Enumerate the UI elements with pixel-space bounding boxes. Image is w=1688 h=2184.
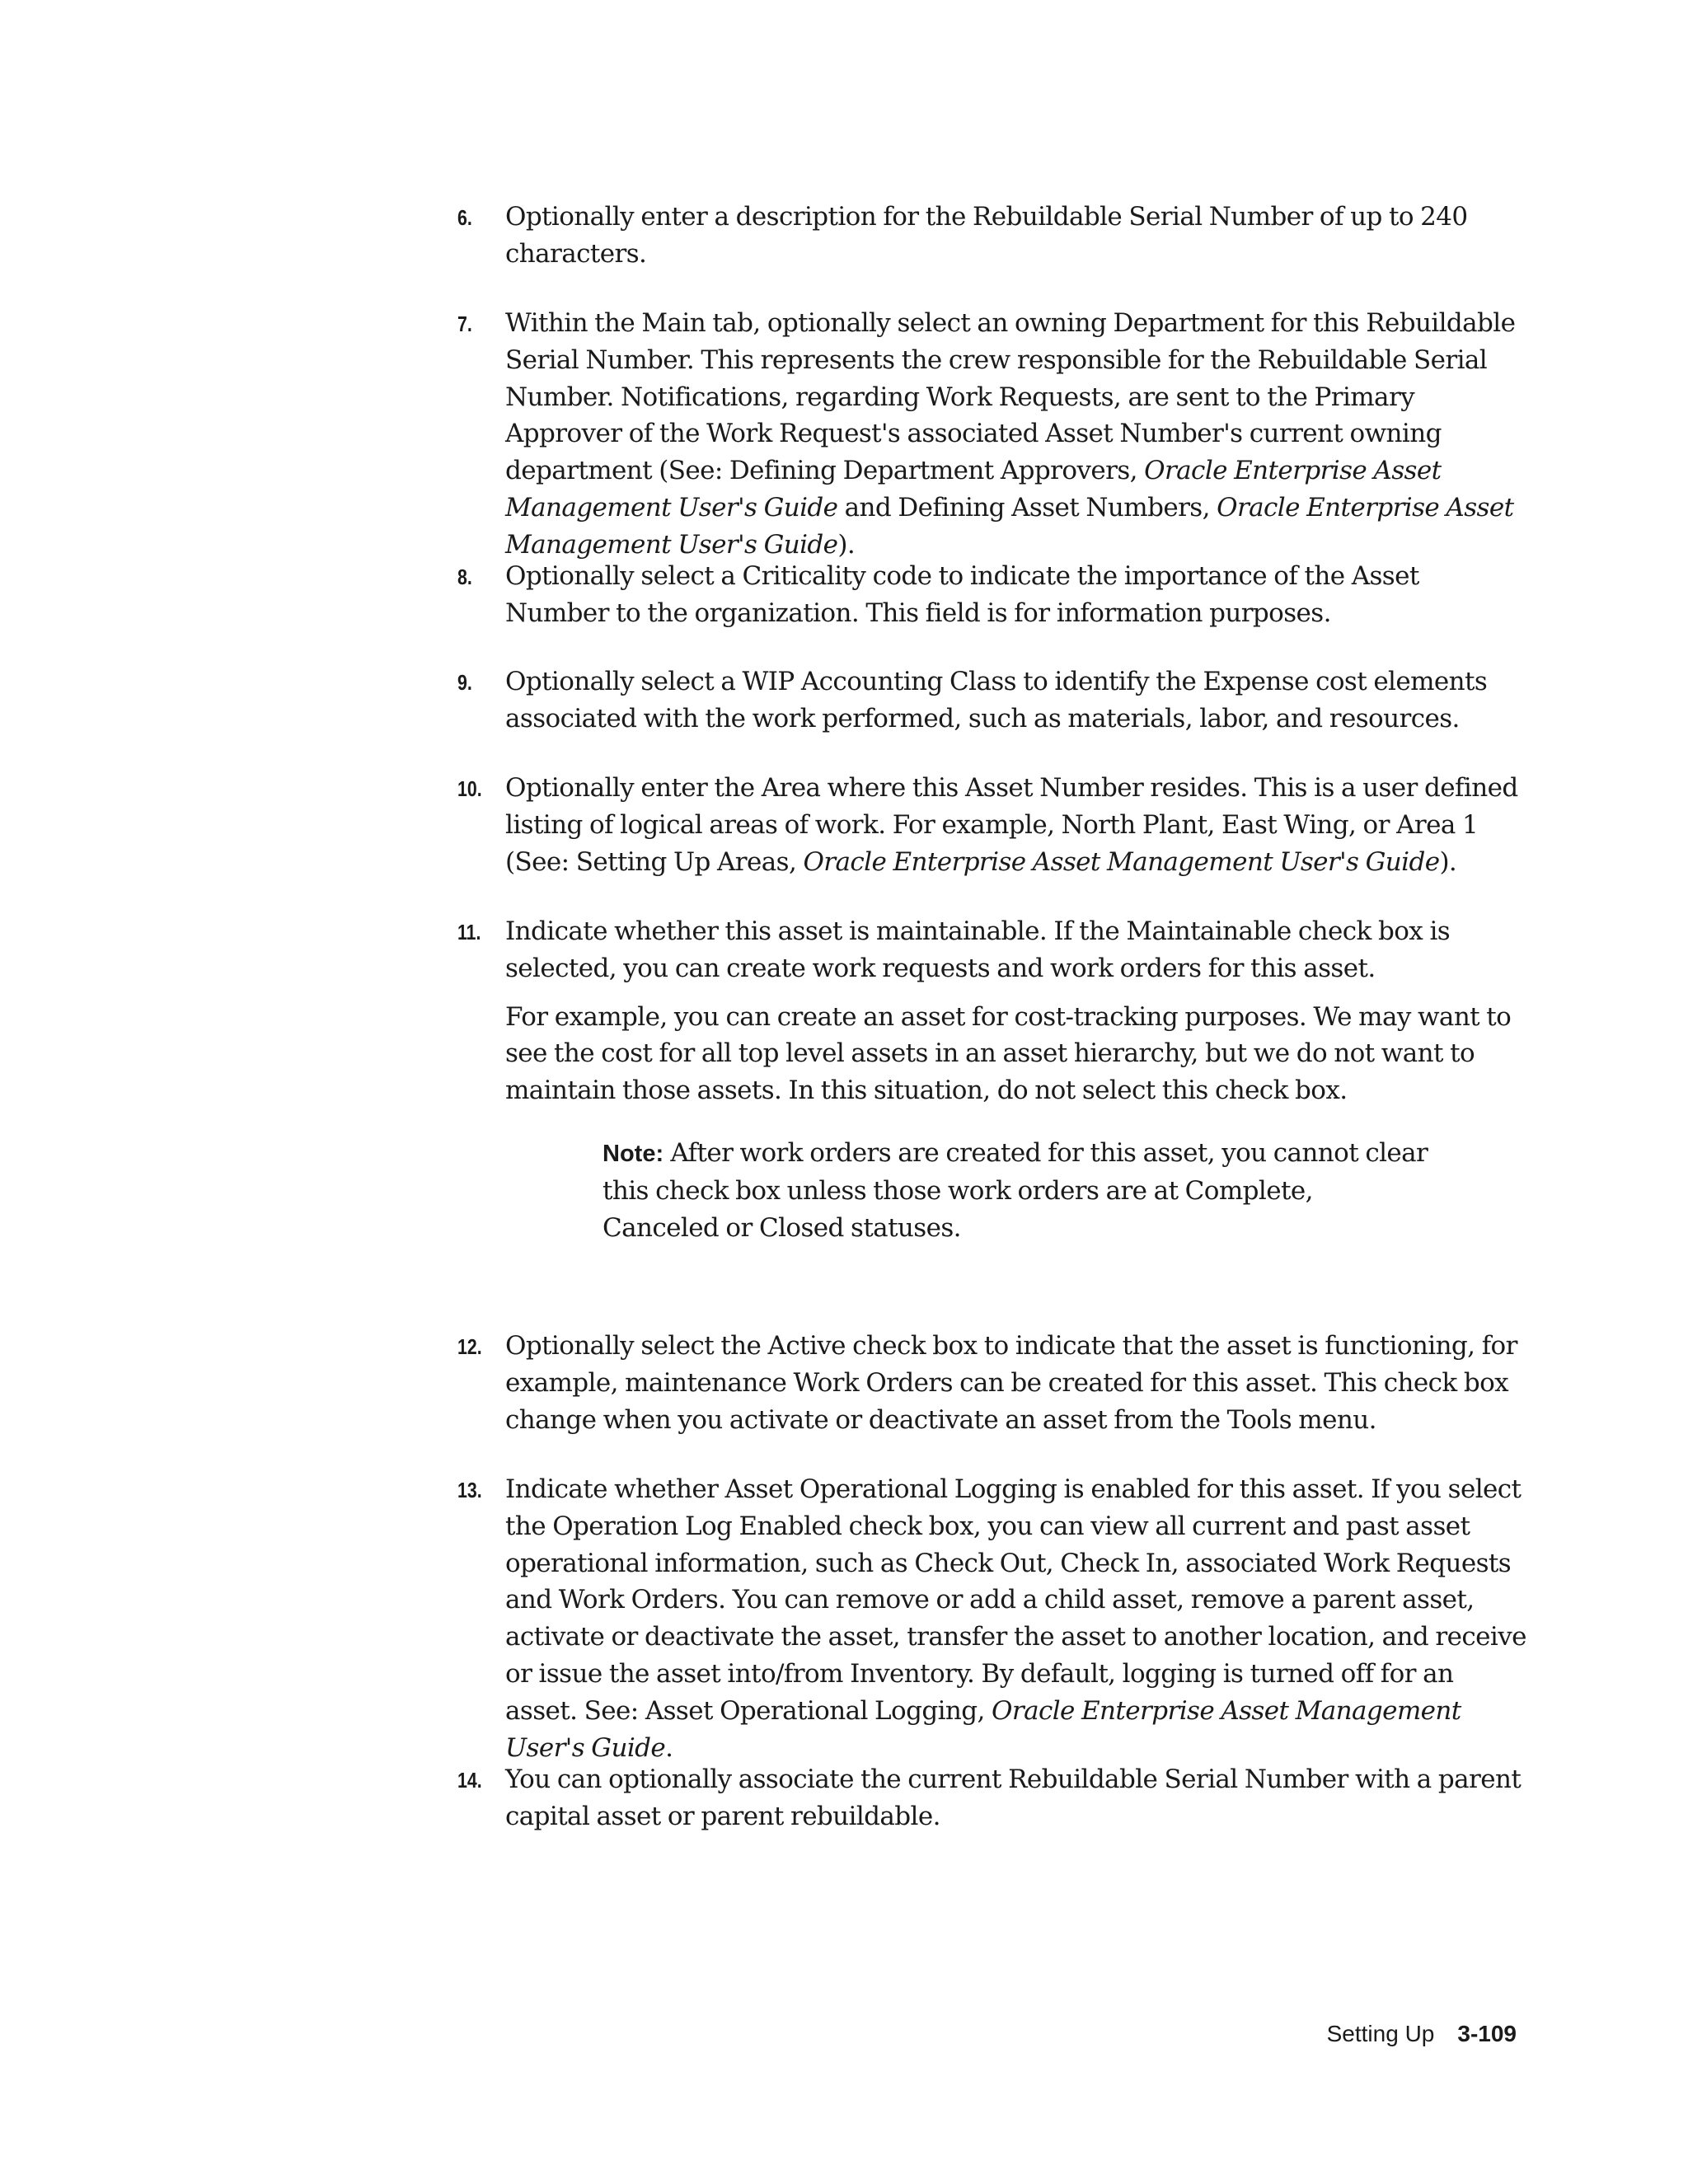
step-paragraph — [505, 558, 1527, 632]
step-paragraph — [505, 1471, 1527, 1766]
note-callout — [603, 1135, 1435, 1246]
step-number: 10. — [457, 776, 482, 801]
step-text: ). — [837, 529, 856, 560]
step-number: 7. — [457, 312, 472, 336]
step-body — [505, 1761, 1527, 1835]
step-number: 12. — [457, 1334, 482, 1359]
step-text: Optionally enter the Area where this Asset Number resides. This is a user defined listing of logical areas of work. For example, North Plant, East Wing, or Area 1 (See: Setting Up Areas, — [505, 773, 1518, 877]
book-title-reference: Oracle Enterprise Asset Management User's Guide — [803, 846, 1440, 877]
step-body — [505, 770, 1527, 880]
footer-page-number: 3-109 — [1457, 2021, 1517, 2046]
step-text: Optionally enter a description for the Rebuildable Serial Number of up to 240 characters. — [505, 202, 1468, 269]
step-body — [505, 1471, 1527, 1766]
step-paragraph — [505, 913, 1527, 987]
step-text: . — [665, 1732, 673, 1763]
book-title-reference: Oracle Enterprise Asset Management User's Guide — [505, 492, 1514, 560]
step-text: and Defining Asset Numbers, — [837, 492, 1217, 523]
footer-section-title: Setting Up — [1326, 2021, 1435, 2046]
step-text: Optionally select the Active check box to indicate that the asset is functioning, for example, maintenance Work Orders can be created for this asset. This check box change when you activate or deactivate an asset from the Tools menu. — [505, 1331, 1517, 1435]
page-footer — [1327, 2021, 1517, 2047]
book-title-reference: Oracle Enterprise Asset Management User's Guide — [505, 1695, 1461, 1763]
note-text: After work orders are created for this asset, you cannot clear this check box unless those work orders are at Complete, Canceled or Closed statuses. — [603, 1138, 1428, 1243]
step-number: 13. — [457, 1478, 482, 1502]
step-text: Within the Main tab, optionally select an owning Department for this Rebuildable Serial Number. This represents the crew responsible for the Rebuildable Serial Number. Notifications, regarding Work Requests, are sent to the Primary Approver of the Work Request's associated Asset Number's current owning department (See: Defining Department Approvers, — [505, 308, 1516, 486]
step-number: 6. — [457, 205, 472, 230]
step-text: ). — [1439, 846, 1457, 877]
step-text: You can optionally associate the current Rebuildable Serial Number with a parent capital asset or parent rebuildable. — [505, 1765, 1522, 1831]
step-paragraph — [505, 199, 1527, 273]
step-body — [505, 663, 1527, 738]
step-body — [505, 305, 1527, 564]
step-paragraph — [505, 305, 1527, 564]
note-label: Note: — [603, 1141, 664, 1167]
step-paragraph — [505, 999, 1527, 1109]
step-number: 14. — [457, 1768, 482, 1793]
step-text: Optionally select a Criticality code to indicate the importance of the Asset Number to the organization. This field is for information purposes. — [505, 561, 1419, 628]
book-title-reference: Oracle Enterprise Asset Management User's Guide — [505, 456, 1442, 523]
step-paragraph — [505, 770, 1527, 880]
step-paragraph — [505, 1328, 1527, 1438]
step-body — [505, 199, 1527, 273]
step-number: 8. — [457, 565, 472, 589]
step-paragraph — [505, 663, 1527, 738]
step-text: Indicate whether this asset is maintainable. If the Maintainable check box is selected, you can create work requests and work orders for this asset. — [505, 916, 1451, 983]
step-number: 11. — [457, 920, 481, 944]
step-text: Optionally select a WIP Accounting Class to identify the Expense cost elements associated with the work performed, such as materials, labor, and resources. — [505, 667, 1488, 733]
step-number: 9. — [457, 670, 472, 695]
step-body — [505, 558, 1527, 632]
step-text: Indicate whether Asset Operational Logging is enabled for this asset. If you select the Operation Log Enabled check box, you can view all current and past asset operational information, such as Check Out, Check In, associated Work Requests and Work Orders. You can remove or add a child asset, remove a parent asset, activate or deactivate the asset, transfer the asset to another location, and receive or issue the asset into/from Inventory. By default, logging is turned off for an asset. See: Asset Operational Logging, — [505, 1474, 1526, 1726]
step-body — [505, 913, 1527, 1109]
step-paragraph — [505, 1761, 1527, 1835]
step-body — [505, 1328, 1527, 1438]
step-text: For example, you can create an asset for cost-tracking purposes. We may want to see the cost for all top level assets in an asset hierarchy, but we do not want to maintain those assets. In this situation, do not select this check box. — [505, 1001, 1512, 1106]
